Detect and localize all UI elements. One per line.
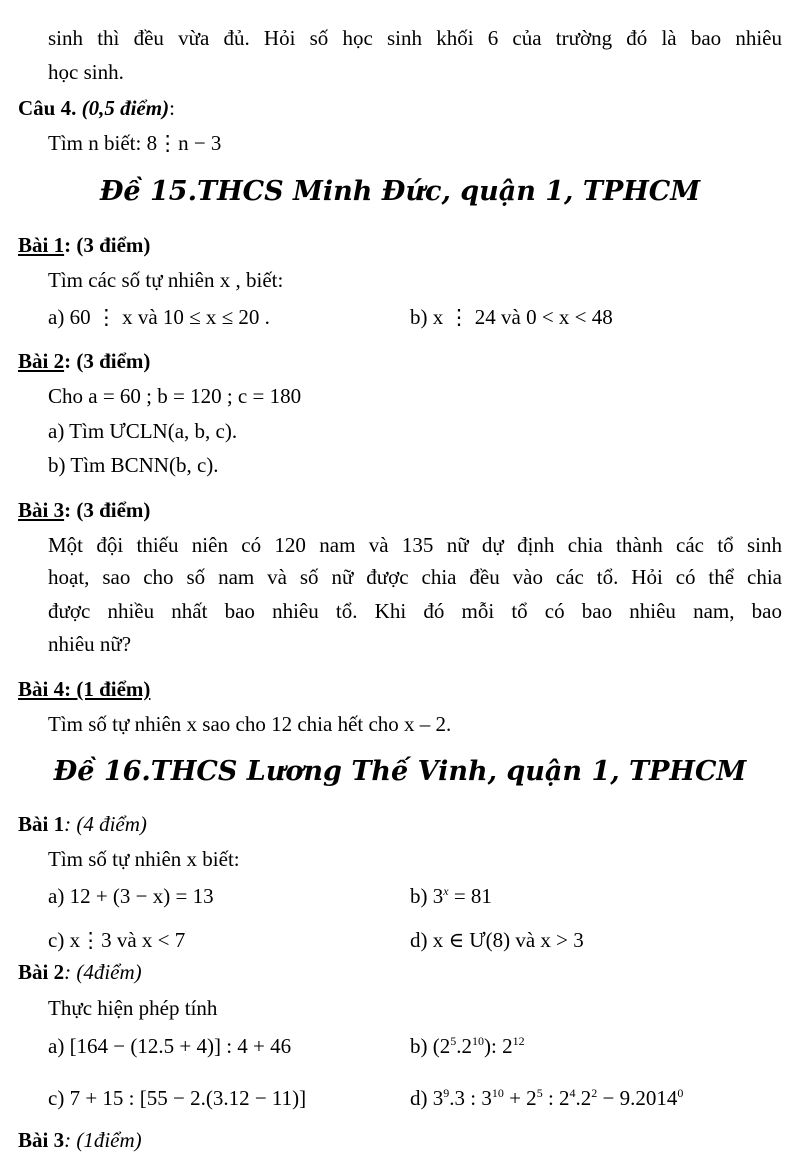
de16-bai1-d: d) x ∈ Ư(8) và x > 3	[410, 928, 584, 952]
de16-bai1-b	[410, 884, 492, 909]
de16-bai3-label: Bài 3	[18, 1128, 65, 1152]
de15-bai4-heading: Bài 4: (1 điểm)	[18, 677, 151, 701]
de16-bai2-c: c) 7 + 15 : [55 − 2.(3.12 − 11)]	[48, 1086, 307, 1110]
de16-bai3-heading	[18, 1128, 142, 1153]
intro-line-1: sinh thì đều vừa đủ. Hỏi số học sinh khối 6 của trường đó là bao nhiêu	[48, 26, 782, 50]
de15-bai3-line-1: Một đội thiếu niên có 120 nam và 135 nữ dự định chia thành các tổ sinh	[48, 533, 782, 557]
de15-title: Đề 15.THCS Minh Đức, quận 1, TPHCM	[99, 176, 701, 207]
de15-bai3-line-4: nhiêu nữ?	[48, 632, 132, 656]
intro-line-2: học sinh.	[48, 60, 124, 84]
de16-bai1-heading	[18, 812, 147, 837]
cau4-task: Tìm n biết: 8⋮n − 3	[48, 131, 222, 155]
de15-bai3-heading	[18, 498, 150, 523]
de16-bai2-heading	[18, 960, 142, 985]
de16-bai1-points: : (4 điểm)	[64, 812, 147, 836]
de16-bai1-a: a) 12 + (3 − x) = 13	[48, 884, 214, 908]
cau4-points: (0,5 điểm)	[81, 96, 170, 120]
de15-bai3-points: : (3 điểm)	[64, 498, 151, 522]
de15-bai1-b: b) x ⋮ 24 và 0 < x < 48	[410, 305, 613, 329]
de16-title: Đề 16.THCS Lương Thế Vinh, quận 1, TPHCM	[53, 756, 747, 787]
de16-bai2-d: d) $3^9.3$ : $3^{10} + 2^5$ : $2^4.2^2 - 9.2014^0$	[410, 1086, 684, 1110]
de16-bai2-label: Bài 2	[18, 960, 65, 984]
de16-bai1-label: Bài 1	[18, 812, 65, 836]
de15-bai2-a: a) Tìm ƯCLN(a, b, c).	[48, 419, 238, 443]
de15-bai1-a: a) 60 ⋮ x và 10 ≤ x ≤ 20 .	[48, 305, 270, 329]
de15-bai3-line-2: hoạt, sao cho số nam và số nữ được chia đều vào các tổ. Hỏi có thể chia	[48, 565, 782, 589]
de15-bai3-label: Bài 3	[18, 498, 65, 522]
de15-bai2-b: b) Tìm BCNN(b, c).	[48, 453, 219, 477]
de16-bai1-c: c) x⋮3 và x < 7	[48, 928, 186, 952]
de15-bai1-label: Bài 1	[18, 233, 65, 257]
de16-bai1-b-rest: = 81	[448, 884, 492, 908]
de16-bai1-b-base: b) 3	[410, 884, 444, 908]
de16-bai2-a: a) [164 − (12.5 + 4)] : 4 + 46	[48, 1034, 292, 1058]
de15-bai1-heading	[18, 233, 150, 258]
de15-bai2-points: : (3 điểm)	[64, 349, 151, 373]
cau4-colon: :	[169, 96, 175, 120]
de16-bai3-points: : (1điểm)	[64, 1128, 142, 1152]
cau4-heading	[18, 96, 175, 121]
de16-bai2-points: : (4điểm)	[64, 960, 142, 984]
de15-bai2-given: Cho a = 60 ; b = 120 ; c = 180	[48, 384, 302, 408]
de15-bai3-line-3: được nhiều nhất bao nhiêu tổ. Khi đó mỗi tổ có bao nhiêu nam, bao	[48, 599, 782, 623]
cau4-label: Câu 4.	[18, 96, 77, 120]
de15-bai4-task: Tìm số tự nhiên x sao cho 12 chia hết cho x – 2.	[48, 712, 452, 736]
de15-bai2-label: Bài 2	[18, 349, 65, 373]
de16-bai2-b: b) $(2^5.2^{10})$: $2^{12}$	[410, 1034, 525, 1058]
de15-bai2-heading	[18, 349, 150, 374]
de15-bai1-points: : (3 điểm)	[64, 233, 151, 257]
de16-bai1-b-exp: x	[443, 884, 449, 898]
de16-bai2-task: Thực hiện phép tính	[48, 996, 218, 1020]
de16-bai1-task: Tìm số tự nhiên x biết:	[48, 847, 240, 871]
de15-bai1-task: Tìm các số tự nhiên x , biết:	[48, 268, 284, 292]
